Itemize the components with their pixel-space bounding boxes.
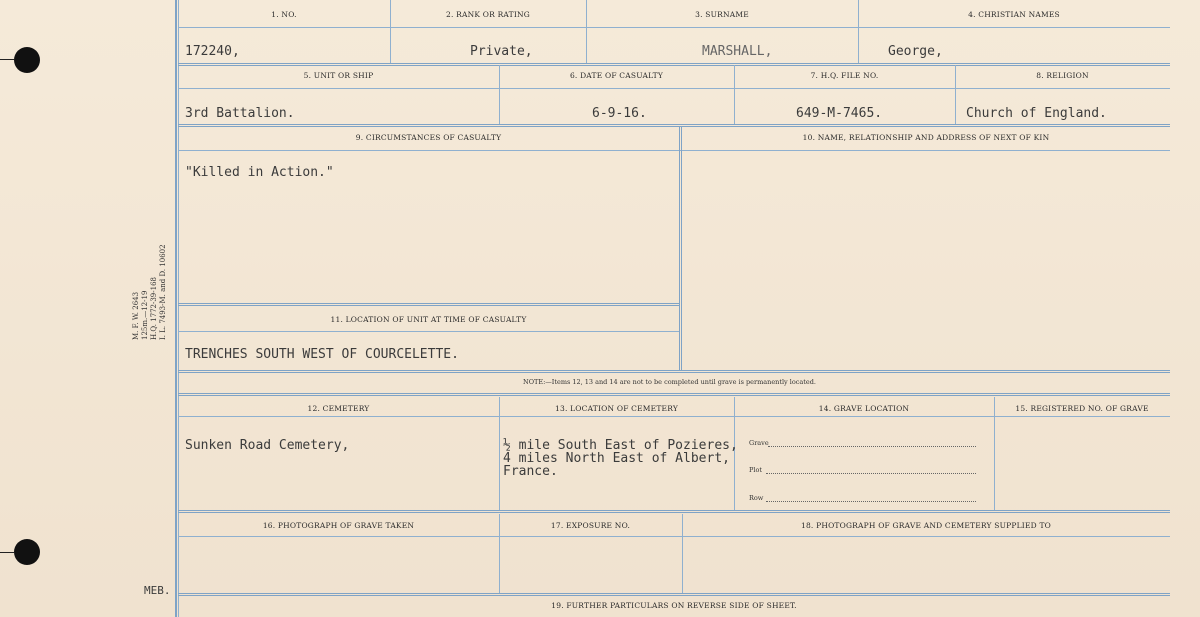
- label-location-unit: 11. LOCATION OF UNIT AT TIME OF CASUALTY: [330, 315, 527, 324]
- value-circumstances: "Killed in Action.": [185, 165, 334, 180]
- label-photo-supplied: 18. PHOTOGRAPH OF GRAVE AND CEMETERY SUPPLIED TO: [800, 521, 1051, 530]
- punch-hole-top: [14, 47, 40, 73]
- clerk-initials: MEB.: [144, 584, 171, 597]
- hole-tick-bottom: [0, 552, 14, 553]
- rule-r4-sub: [178, 331, 679, 332]
- value-date: 6-9-16.: [592, 106, 647, 121]
- label-date: 6. DATE OF CASUALTY: [569, 71, 664, 80]
- label-grave: Grave: [749, 439, 769, 447]
- label-no: 1. NO.: [271, 10, 297, 19]
- rule-r7-top: [178, 593, 1170, 596]
- value-cemetery: Sunken Road Cemetery,: [185, 438, 350, 453]
- rule-r5-v3: [994, 397, 995, 510]
- value-file: 649-M-7465.: [796, 106, 883, 121]
- row-dotted-line: [766, 501, 976, 502]
- rule-r1-bottom: [178, 63, 1170, 66]
- value-religion: Church of England.: [966, 106, 1107, 121]
- value-location-unit: TRENCHES SOUTH WEST OF COURCELETTE.: [185, 347, 459, 362]
- rule-r3-sub: [178, 150, 1170, 151]
- label-photo-taken: 16. PHOTOGRAPH OF GRAVE TAKEN: [262, 521, 415, 530]
- rule-note-bottom: [178, 393, 1170, 396]
- note-text: NOTE:—Items 12, 13 and 14 are not to be completed until grave is permanently located.: [523, 378, 816, 386]
- label-exposure: 17. EXPOSURE NO.: [550, 521, 631, 530]
- label-file: 7. H.Q. FILE NO.: [810, 71, 879, 80]
- label-cemetery: 12. CEMETERY: [307, 404, 370, 413]
- value-surname: MARSHALL,: [702, 44, 773, 59]
- hole-tick-top: [0, 59, 14, 60]
- label-grave-location: 14. GRAVE LOCATION: [818, 404, 910, 413]
- value-cemetery-location-1: ½ mile South East of Pozieres,: [503, 438, 738, 453]
- punch-hole-bottom: [14, 539, 40, 565]
- rule-r2-bottom: [178, 124, 1170, 127]
- rule-r4-top: [178, 303, 679, 306]
- rule-r5-v2: [734, 397, 735, 510]
- label-unit: 5. UNIT OR SHIP: [303, 71, 374, 80]
- rule-note-top: [178, 370, 1170, 373]
- rule-r5-v1: [499, 397, 500, 510]
- value-unit: 3rd Battalion.: [185, 106, 295, 121]
- form-line-1: M. F. W. 2643: [132, 291, 140, 340]
- value-cemetery-location-2: 4 miles North East of Albert,: [503, 451, 730, 466]
- label-rank: 2. RANK OR RATING: [446, 10, 530, 19]
- plot-dotted-line: [766, 473, 976, 474]
- value-cemetery-location-3: France.: [503, 464, 558, 479]
- form-line-3: H.Q. 1772-39-168: [150, 277, 158, 340]
- label-plot: Plot: [749, 466, 762, 474]
- form-number-print: [132, 244, 168, 340]
- rule-r5-bottom: [178, 510, 1170, 513]
- form-left-border: [175, 0, 177, 617]
- label-christian-names: 4. CHRISTIAN NAMES: [968, 10, 1060, 19]
- label-further-particulars: 19. FURTHER PARTICULARS ON REVERSE SIDE OF SHEET.: [551, 601, 797, 610]
- value-christian-names: George,: [888, 44, 943, 59]
- rule-r2-sub: [178, 88, 1170, 89]
- label-next-of-kin: 10. NAME, RELATIONSHIP AND ADDRESS OF NEXT OF KIN: [802, 133, 1050, 142]
- label-circumstances: 9. CIRCUMSTANCES OF CASUALTY: [355, 133, 502, 142]
- rule-r5-sub: [178, 416, 1170, 417]
- rule-r3-divider: [679, 126, 682, 371]
- value-rank: Private,: [470, 44, 533, 59]
- value-no: 172240,: [185, 44, 240, 59]
- label-cemetery-location: 13. LOCATION OF CEMETERY: [555, 404, 678, 413]
- label-surname: 3. SURNAME: [695, 10, 749, 19]
- label-registered-no: 15. REGISTERED NO. OF GRAVE: [1015, 404, 1149, 413]
- rule-r6-sub: [178, 536, 1170, 537]
- grave-dotted-line: [768, 446, 976, 447]
- form-line-4: I. L. 7493-M. and D. 10602: [159, 244, 167, 340]
- form-line-2: 125m.—12-19: [141, 290, 149, 340]
- label-row: Row: [749, 494, 764, 502]
- label-religion: 8. RELIGION: [1036, 71, 1089, 80]
- rule-r1-sub: [178, 27, 1170, 28]
